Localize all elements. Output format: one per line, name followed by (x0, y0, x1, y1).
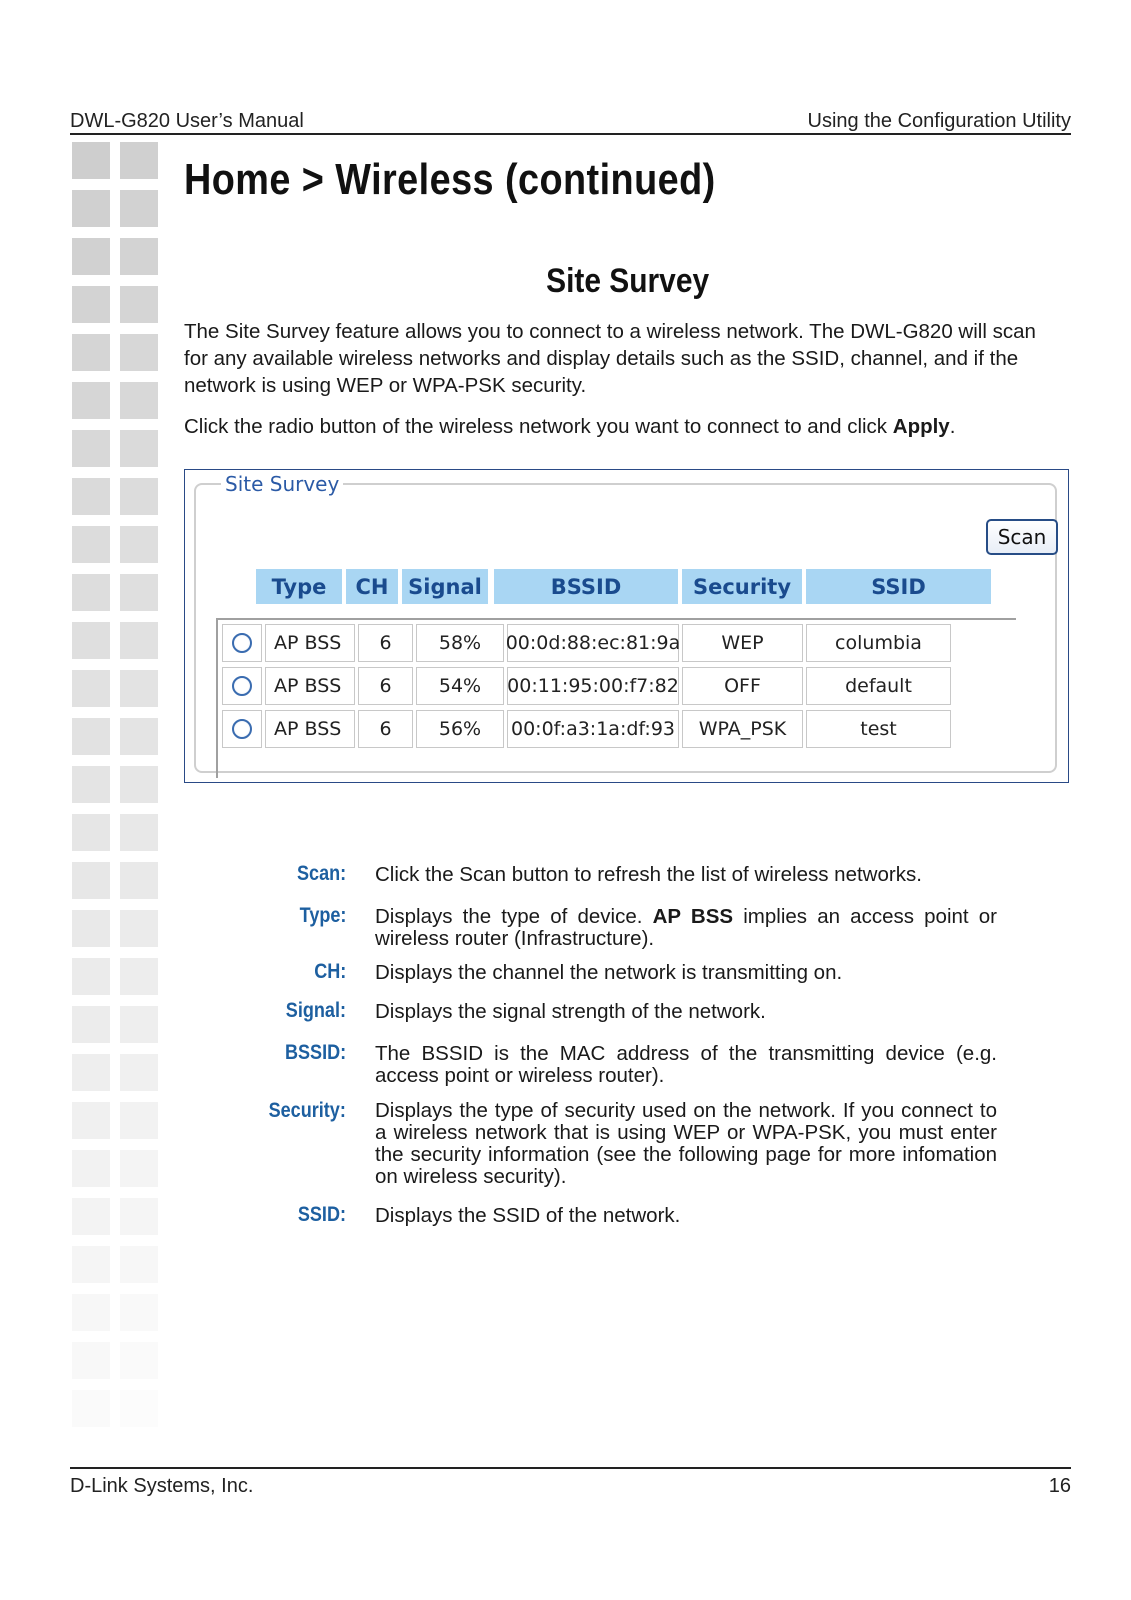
decorative-square (72, 1150, 110, 1187)
decorative-square-column (72, 142, 162, 1438)
column-header-signal[interactable]: Signal (402, 569, 488, 604)
decorative-square (120, 526, 158, 563)
decorative-square (72, 814, 110, 851)
decorative-square (72, 1198, 110, 1235)
decorative-square (120, 190, 158, 227)
decorative-square-row (72, 766, 162, 803)
definition-term-signal: Signal: (285, 999, 346, 1022)
decorative-square (72, 382, 110, 419)
header-manual-title: DWL-G820 User’s Manual (70, 110, 304, 132)
decorative-square-row (72, 334, 162, 371)
ssid-cell: default (806, 667, 951, 705)
decorative-square (72, 670, 110, 707)
column-header-ch[interactable]: CH (346, 569, 398, 604)
decorative-square (120, 910, 158, 947)
definition-term-bssid: BSSID: (284, 1041, 346, 1064)
radio-cell[interactable] (222, 710, 262, 748)
decorative-square (72, 1294, 110, 1331)
decorative-square (72, 478, 110, 515)
decorative-square-row (72, 622, 162, 659)
network-list (216, 618, 1016, 778)
decorative-square (72, 574, 110, 611)
decorative-square (72, 286, 110, 323)
bssid-cell: 00:11:95:00:f7:82 (507, 667, 679, 705)
ssid-cell: columbia (806, 624, 951, 662)
ch-cell: 6 (358, 667, 413, 705)
decorative-square (72, 1246, 110, 1283)
decorative-square (72, 1342, 110, 1379)
instruction-paragraph: Click the radio button of the wireless network you want to connect to and click Apply. (184, 415, 956, 438)
network-radio-button[interactable] (232, 719, 252, 739)
type-cell: AP BSS (265, 624, 355, 662)
decorative-square (72, 430, 110, 467)
decorative-square-row (72, 1342, 162, 1379)
header-rule (70, 133, 1071, 135)
decorative-square (120, 1390, 158, 1427)
decorative-square (120, 574, 158, 611)
network-radio-button[interactable] (232, 633, 252, 653)
decorative-square (120, 862, 158, 899)
site-survey-fieldset (194, 472, 1057, 773)
footer-rule (70, 1467, 1071, 1469)
signal-cell: 56% (416, 710, 504, 748)
decorative-square (72, 958, 110, 995)
decorative-square (72, 1102, 110, 1139)
decorative-square (120, 478, 158, 515)
decorative-square (72, 238, 110, 275)
signal-cell: 54% (416, 667, 504, 705)
decorative-square (72, 766, 110, 803)
decorative-square-row (72, 1102, 162, 1139)
decorative-square (120, 1102, 158, 1139)
network-radio-button[interactable] (232, 676, 252, 696)
decorative-square (120, 430, 158, 467)
decorative-square (120, 766, 158, 803)
definition-term-scan: Scan: (296, 862, 346, 885)
decorative-square-row (72, 142, 162, 179)
ch-cell: 6 (358, 710, 413, 748)
scan-button[interactable]: Scan (986, 519, 1058, 555)
decorative-square (120, 1294, 158, 1331)
decorative-square-row (72, 670, 162, 707)
decorative-square (72, 862, 110, 899)
decorative-square (120, 1246, 158, 1283)
radio-cell[interactable] (222, 667, 262, 705)
decorative-square-row (72, 1198, 162, 1235)
security-cell: WPA_PSK (682, 710, 803, 748)
decorative-square-row (72, 430, 162, 467)
decorative-square (72, 526, 110, 563)
decorative-square-row (72, 1246, 162, 1283)
decorative-square-row (72, 478, 162, 515)
ssid-cell: test (806, 710, 951, 748)
definition-desc-security: Displays the type of security used on the network. If you connect to a wireless network that is using WEP or WPA-PSK, you must enter the security information (see the following page for more infomation on wireless security). (375, 1099, 997, 1188)
decorative-square (120, 142, 158, 179)
intro-paragraph: The Site Survey feature allows you to connect to a wireless network. The DWL-G820 will scan for any available wireless networks and display details such as the SSID, channel, and if the network is using WEP or WPA-PSK security. (184, 320, 1036, 397)
bssid-cell: 00:0d:88:ec:81:9a (507, 624, 679, 662)
footer-company: D-Link Systems, Inc. (70, 1475, 254, 1497)
definition-term-security: Security: (268, 1099, 346, 1122)
security-cell: OFF (682, 667, 803, 705)
page-title: Home > Wireless (continued) (184, 155, 716, 204)
decorative-square (72, 718, 110, 755)
decorative-square-row (72, 958, 162, 995)
decorative-square (120, 670, 158, 707)
decorative-square (120, 286, 158, 323)
decorative-square-row (72, 526, 162, 563)
decorative-square (120, 1006, 158, 1043)
decorative-square (72, 622, 110, 659)
section-heading: Site Survey (546, 262, 709, 300)
decorative-square-row (72, 574, 162, 611)
definition-desc-scan: Click the Scan button to refresh the list of wireless networks. (375, 863, 922, 886)
page-number: 16 (1048, 1475, 1071, 1497)
definition-desc-signal: Displays the signal strength of the network. (375, 1000, 766, 1023)
decorative-square-row (72, 718, 162, 755)
decorative-square (72, 1390, 110, 1427)
ch-cell: 6 (358, 624, 413, 662)
decorative-square (120, 718, 158, 755)
decorative-square-row (72, 1150, 162, 1187)
decorative-square-row (72, 286, 162, 323)
column-header-security[interactable]: Security (682, 569, 802, 604)
site-survey-screenshot (184, 469, 1069, 783)
decorative-square (120, 1150, 158, 1187)
decorative-square (120, 622, 158, 659)
decorative-square (120, 814, 158, 851)
decorative-square (120, 1198, 158, 1235)
column-header-ssid[interactable]: SSID (806, 569, 991, 604)
definition-desc-ch: Displays the channel the network is transmitting on. (375, 961, 843, 984)
decorative-square-row (72, 238, 162, 275)
decorative-square-row (72, 1390, 162, 1427)
decorative-square-row (72, 1006, 162, 1043)
decorative-square-row (72, 862, 162, 899)
decorative-square (72, 1006, 110, 1043)
decorative-square (72, 190, 110, 227)
definition-desc-ssid: Displays the SSID of the network. (375, 1204, 681, 1227)
definition-desc-type: Displays the type of device. AP BSS implies an access point or wireless router (Infrastructure). (375, 905, 997, 950)
decorative-square (120, 958, 158, 995)
column-header-type[interactable]: Type (256, 569, 342, 604)
definition-term-ssid: SSID: (297, 1203, 346, 1226)
decorative-square-row (72, 1054, 162, 1091)
decorative-square (72, 142, 110, 179)
signal-cell: 58% (416, 624, 504, 662)
radio-cell[interactable] (222, 624, 262, 662)
definition-desc-bssid: The BSSID is the MAC address of the transmitting device (e.g. access point or wireless router). (375, 1042, 997, 1087)
type-cell: AP BSS (265, 667, 355, 705)
decorative-square-row (72, 814, 162, 851)
decorative-square (120, 382, 158, 419)
decorative-square-row (72, 382, 162, 419)
decorative-square-row (72, 1294, 162, 1331)
column-header-bssid[interactable]: BSSID (494, 569, 678, 604)
decorative-square-row (72, 190, 162, 227)
definition-term-ch: CH: (313, 960, 346, 983)
header-section-title: Using the Configuration Utility (807, 110, 1071, 132)
bssid-cell: 00:0f:a3:1a:df:93 (507, 710, 679, 748)
definition-term-type: Type: (299, 904, 346, 927)
security-cell: WEP (682, 624, 803, 662)
decorative-square (120, 1342, 158, 1379)
decorative-square (120, 238, 158, 275)
decorative-square-row (72, 910, 162, 947)
decorative-square (120, 1054, 158, 1091)
decorative-square (72, 334, 110, 371)
decorative-square (72, 1054, 110, 1091)
type-cell: AP BSS (265, 710, 355, 748)
decorative-square (72, 910, 110, 947)
fieldset-legend: Site Survey (221, 472, 343, 496)
decorative-square (120, 334, 158, 371)
